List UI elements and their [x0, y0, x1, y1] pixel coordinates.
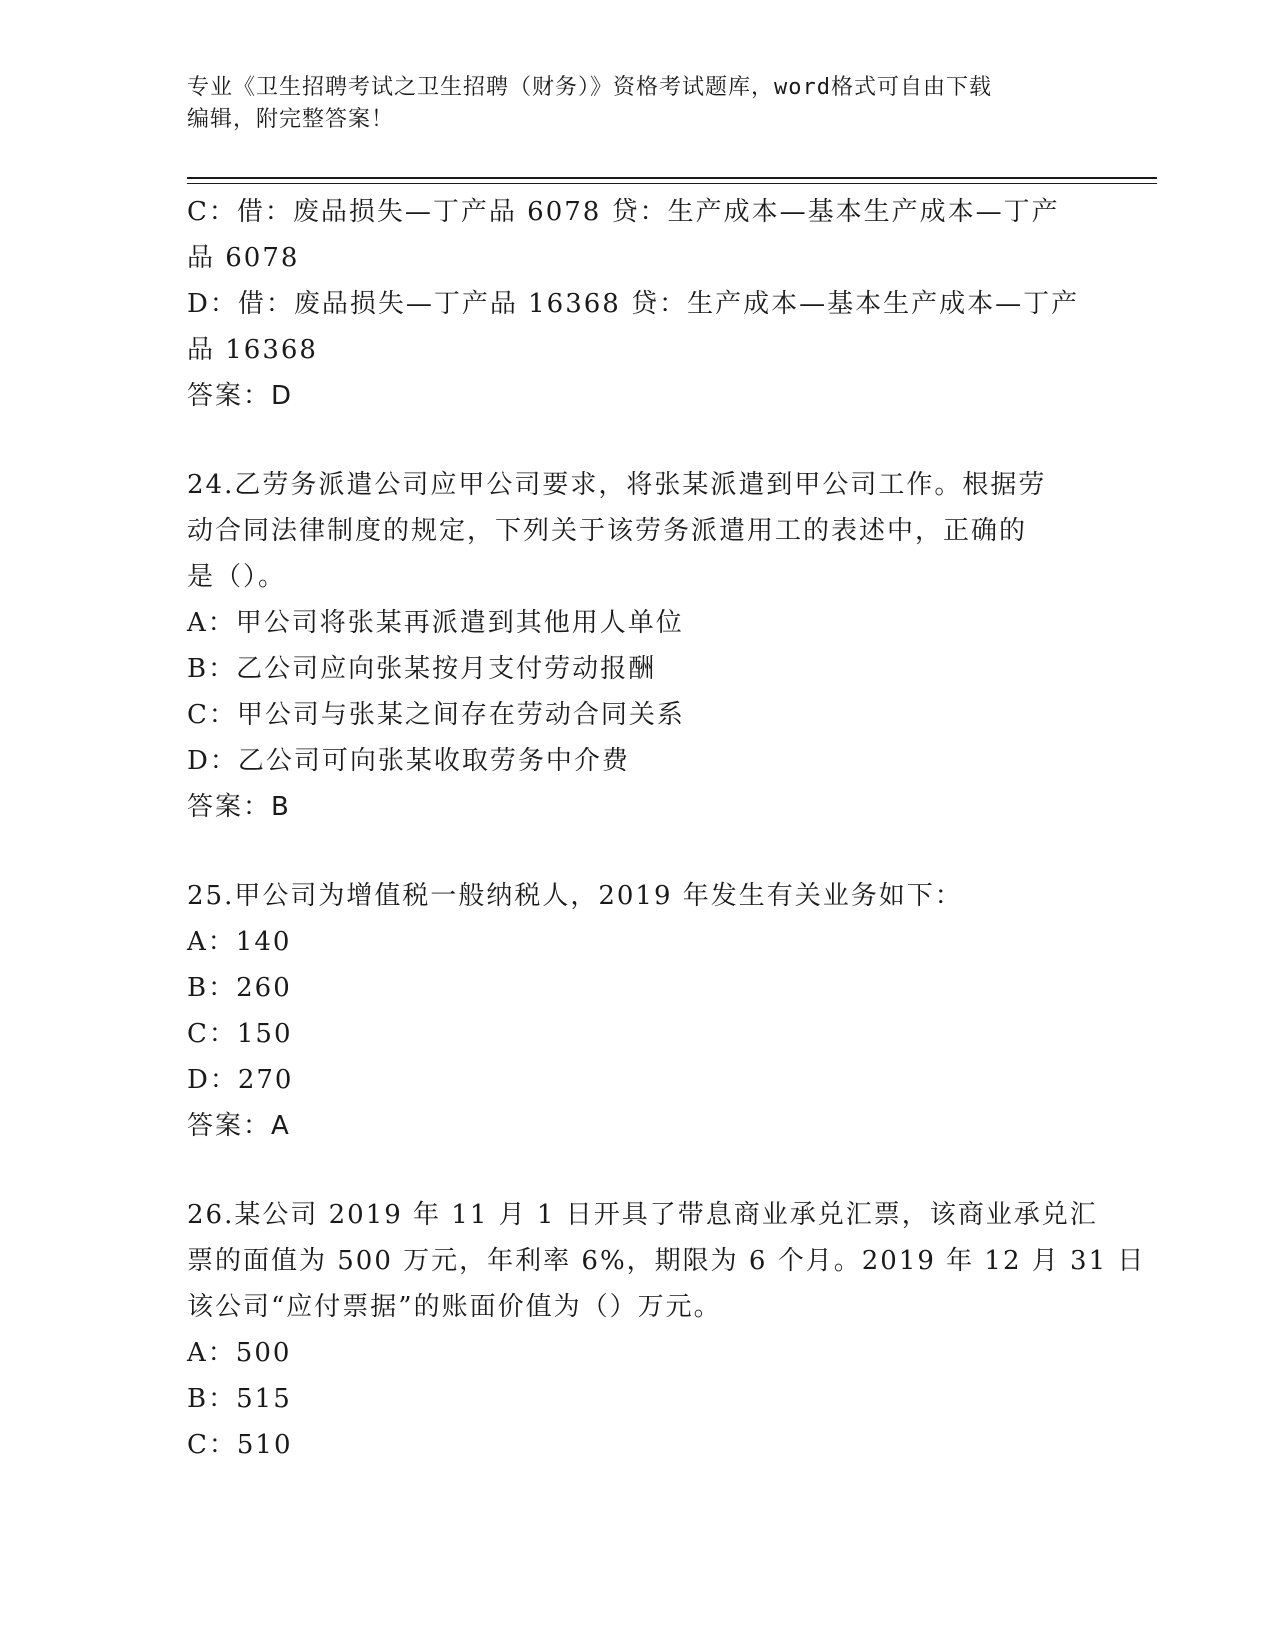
question-stem-line-3: 是（）。: [187, 562, 287, 592]
header-divider-thin: [187, 183, 1157, 184]
option-a: A：140: [187, 927, 292, 957]
question-list: [187, 189, 1146, 1468]
question-block-25: [187, 873, 1087, 1149]
option-d-line-1: D：借：废品损失—丁产品 16368 贷：生产成本—基本生产成本—丁产: [187, 289, 1080, 319]
option-c: C：510: [187, 1430, 293, 1460]
answer-line: 答案：A: [187, 1111, 291, 1141]
option-d: D：270: [187, 1065, 294, 1095]
document-header: [187, 72, 1087, 136]
option-c-line-2: 品 6078: [187, 243, 300, 273]
question-stem-line-2: 动合同法律制度的规定，下列关于该劳务派遣用工的表述中，正确的: [187, 516, 1028, 546]
option-d-line-2: 品 16368: [187, 335, 318, 365]
option-b: B：乙公司应向张某按月支付劳动报酬: [187, 654, 657, 684]
header-line-2: 编辑，附完整答案！: [187, 107, 395, 132]
question-block-24: [187, 462, 1087, 830]
question-block-prev: [187, 189, 1087, 419]
question-stem-line-3: 该公司“应付票据”的账面价值为（）万元。: [187, 1292, 722, 1322]
option-a: A：500: [187, 1338, 292, 1368]
question-stem-line-1: 25.甲公司为增值税一般纳税人，2019 年发生有关业务如下：: [187, 881, 963, 911]
question-stem-line-2: 票的面值为 500 万元，年利率 6%，期限为 6 个月。2019 年 12 月 31 日: [187, 1246, 1146, 1276]
question-block-26: [187, 1192, 1146, 1468]
option-c: C：150: [187, 1019, 293, 1049]
question-stem-line-1: 24.乙劳务派遣公司应甲公司要求，将张某派遣到甲公司工作。根据劳: [187, 470, 1047, 500]
spacer: [187, 419, 1087, 462]
option-a: A：甲公司将张某再派遣到其他用人单位: [187, 608, 684, 638]
answer-line: 答案：B: [187, 792, 291, 822]
header-divider-thick: [187, 177, 1157, 179]
header-line-1: 专业《卫生招聘考试之卫生招聘（财务）》资格考试题库，word格式可自由下载: [187, 75, 992, 100]
option-b: B：260: [187, 973, 292, 1003]
spacer: [187, 830, 1087, 873]
spacer: [187, 1149, 1087, 1192]
option-d: D：乙公司可向张某收取劳务中介费: [187, 746, 630, 776]
option-c-line-1: C：借：废品损失—丁产品 6078 贷：生产成本—基本生产成本—丁产: [187, 197, 1060, 227]
option-b: B：515: [187, 1384, 292, 1414]
answer-line: 答案：D: [187, 381, 294, 411]
question-stem-line-1: 26.某公司 2019 年 11 月 1 日开具了带息商业承兑汇票，该商业承兑汇: [187, 1200, 1098, 1230]
option-c: C：甲公司与张某之间存在劳动合同关系: [187, 700, 685, 730]
